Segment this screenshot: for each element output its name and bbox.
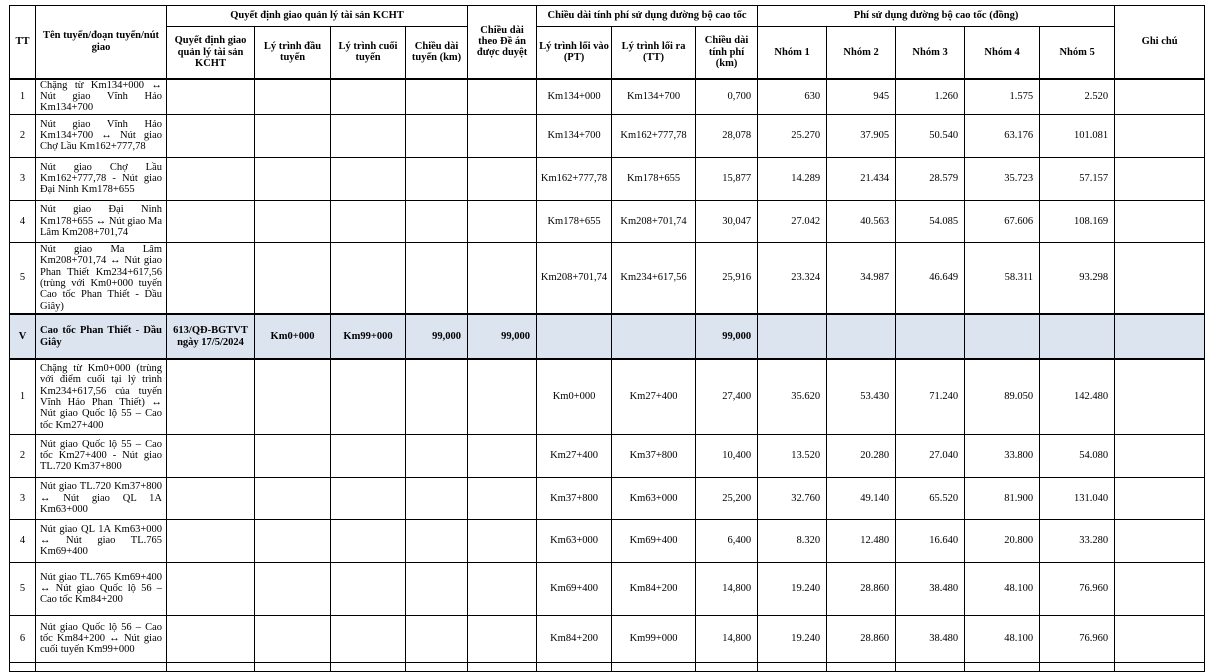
route-length-km bbox=[406, 359, 468, 434]
note-cell bbox=[1115, 615, 1205, 662]
toll-length-km: 14,800 bbox=[696, 562, 758, 615]
fee-group-2: 20.280 bbox=[827, 434, 896, 477]
table-row bbox=[10, 434, 1205, 477]
entry-chainage: Km37+800 bbox=[537, 477, 612, 519]
decision-ref bbox=[167, 200, 255, 242]
start-chainage bbox=[255, 359, 331, 434]
clipped-cell bbox=[896, 662, 965, 671]
entry-chainage: Km134+000 bbox=[537, 79, 612, 115]
col-header-group-3: Nhóm 3 bbox=[896, 27, 965, 79]
decision-ref bbox=[167, 477, 255, 519]
fee-group-5: 108.169 bbox=[1040, 200, 1115, 242]
table-row bbox=[10, 114, 1205, 157]
fee-group-4: 89.050 bbox=[965, 359, 1040, 434]
col-group-decision: Quyết định giao quản lý tài sản KCHT bbox=[167, 6, 468, 27]
clipped-cell bbox=[468, 662, 537, 671]
fee-group-5: 2.520 bbox=[1040, 79, 1115, 115]
exit-chainage: Km178+655 bbox=[612, 157, 696, 200]
route-name: Nút giao Quốc lộ 55 – Cao tốc Km27+400 - Nút giao TL.720 Km37+800 bbox=[36, 434, 167, 477]
route-name: Chặng từ Km0+000 (trùng với điểm cuối tại lý trình Km234+617,56 của tuyến Vĩnh Hảo Phan Thiết) ↔ Nút giao Quốc lộ 55 – Cao tốc Km27+400 bbox=[36, 359, 167, 434]
end-chainage bbox=[331, 114, 406, 157]
col-header-tt: TT bbox=[10, 6, 36, 79]
toll-length-km: 99,000 bbox=[696, 314, 758, 359]
fee-group-5: 101.081 bbox=[1040, 114, 1115, 157]
route-length-km bbox=[406, 157, 468, 200]
col-header-group-1: Nhóm 1 bbox=[758, 27, 827, 79]
note-cell bbox=[1115, 79, 1205, 115]
end-chainage bbox=[331, 359, 406, 434]
start-chainage bbox=[255, 242, 331, 314]
fee-group-4: 35.723 bbox=[965, 157, 1040, 200]
row-index: 4 bbox=[10, 519, 36, 562]
note-cell bbox=[1115, 200, 1205, 242]
table-row bbox=[10, 79, 1205, 115]
fee-group-4 bbox=[965, 314, 1040, 359]
note-cell bbox=[1115, 519, 1205, 562]
route-name: Cao tốc Phan Thiết - Dầu Giây bbox=[36, 314, 167, 359]
approved-length-km bbox=[468, 359, 537, 434]
start-chainage bbox=[255, 615, 331, 662]
entry-chainage: Km27+400 bbox=[537, 434, 612, 477]
col-header-group-5: Nhóm 5 bbox=[1040, 27, 1115, 79]
end-chainage bbox=[331, 519, 406, 562]
note-cell bbox=[1115, 434, 1205, 477]
table-row bbox=[10, 359, 1205, 434]
toll-length-km: 25,916 bbox=[696, 242, 758, 314]
col-header-entry: Lý trình lối vào (PT) bbox=[537, 27, 612, 79]
route-name: Nút giao QL 1A Km63+000 ↔ Nút giao TL.765 Km69+400 bbox=[36, 519, 167, 562]
row-index: 4 bbox=[10, 200, 36, 242]
end-chainage: Km99+000 bbox=[331, 314, 406, 359]
note-cell bbox=[1115, 562, 1205, 615]
fee-group-3 bbox=[896, 314, 965, 359]
fee-group-4: 81.900 bbox=[965, 477, 1040, 519]
fee-group-2: 12.480 bbox=[827, 519, 896, 562]
decision-ref bbox=[167, 519, 255, 562]
col-header-exit: Lý trình lối ra (TT) bbox=[612, 27, 696, 79]
approved-length-km bbox=[468, 434, 537, 477]
fee-group-2: 37.905 bbox=[827, 114, 896, 157]
fee-group-1 bbox=[758, 314, 827, 359]
decision-ref bbox=[167, 615, 255, 662]
col-header-end: Lý trình cuối tuyến bbox=[331, 27, 406, 79]
decision-ref bbox=[167, 242, 255, 314]
route-length-km bbox=[406, 615, 468, 662]
route-name: Nút giao Vĩnh Hảo Km134+700 ↔ Nút giao Chợ Lầu Km162+777,78 bbox=[36, 114, 167, 157]
toll-length-km: 27,400 bbox=[696, 359, 758, 434]
row-index: 2 bbox=[10, 114, 36, 157]
exit-chainage: Km208+701,74 bbox=[612, 200, 696, 242]
fee-group-3: 38.480 bbox=[896, 562, 965, 615]
fee-group-5: 54.080 bbox=[1040, 434, 1115, 477]
fee-group-3: 1.260 bbox=[896, 79, 965, 115]
decision-ref bbox=[167, 157, 255, 200]
end-chainage bbox=[331, 200, 406, 242]
table-body bbox=[10, 79, 1205, 672]
col-group-fees: Phí sử dụng đường bộ cao tốc (đồng) bbox=[758, 6, 1115, 27]
fee-group-5: 76.960 bbox=[1040, 562, 1115, 615]
fee-group-4: 33.800 bbox=[965, 434, 1040, 477]
end-chainage bbox=[331, 434, 406, 477]
fee-group-2: 945 bbox=[827, 79, 896, 115]
fee-group-2 bbox=[827, 314, 896, 359]
start-chainage bbox=[255, 434, 331, 477]
fee-group-5: 33.280 bbox=[1040, 519, 1115, 562]
fee-group-2: 53.430 bbox=[827, 359, 896, 434]
clipped-cell bbox=[10, 662, 36, 671]
fee-group-4: 48.100 bbox=[965, 562, 1040, 615]
section-row bbox=[10, 314, 1205, 359]
toll-length-km: 30,047 bbox=[696, 200, 758, 242]
row-index: 5 bbox=[10, 242, 36, 314]
fee-group-2: 49.140 bbox=[827, 477, 896, 519]
entry-chainage: Km84+200 bbox=[537, 615, 612, 662]
approved-length-km: 99,000 bbox=[468, 314, 537, 359]
note-cell bbox=[1115, 114, 1205, 157]
toll-length-km: 14,800 bbox=[696, 615, 758, 662]
col-header-length: Chiều dài tuyến (km) bbox=[406, 27, 468, 79]
note-cell bbox=[1115, 477, 1205, 519]
fee-group-2: 28.860 bbox=[827, 562, 896, 615]
entry-chainage: Km178+655 bbox=[537, 200, 612, 242]
note-cell bbox=[1115, 242, 1205, 314]
fee-group-3: 46.649 bbox=[896, 242, 965, 314]
approved-length-km bbox=[468, 242, 537, 314]
clipped-cell bbox=[255, 662, 331, 671]
fee-group-3: 54.085 bbox=[896, 200, 965, 242]
note-cell bbox=[1115, 157, 1205, 200]
table-row bbox=[10, 477, 1205, 519]
row-index: 5 bbox=[10, 562, 36, 615]
clipped-cell bbox=[36, 662, 167, 671]
entry-chainage: Km69+400 bbox=[537, 562, 612, 615]
route-length-km bbox=[406, 477, 468, 519]
clipped-cell bbox=[331, 662, 406, 671]
clipped-next-row bbox=[10, 662, 1205, 671]
clipped-cell bbox=[827, 662, 896, 671]
table-header bbox=[10, 6, 1205, 79]
row-index: 1 bbox=[10, 359, 36, 434]
route-length-km bbox=[406, 434, 468, 477]
decision-ref: 613/QĐ-BGTVT ngày 17/5/2024 bbox=[167, 314, 255, 359]
col-header-notes: Ghi chú bbox=[1115, 6, 1205, 79]
end-chainage bbox=[331, 615, 406, 662]
fee-group-2: 34.987 bbox=[827, 242, 896, 314]
approved-length-km bbox=[468, 615, 537, 662]
clipped-cell bbox=[1040, 662, 1115, 671]
col-group-toll-length: Chiều dài tính phí sử dụng đường bộ cao tốc bbox=[537, 6, 758, 27]
end-chainage bbox=[331, 242, 406, 314]
start-chainage bbox=[255, 114, 331, 157]
route-length-km bbox=[406, 519, 468, 562]
entry-chainage: Km162+777,78 bbox=[537, 157, 612, 200]
route-length-km bbox=[406, 200, 468, 242]
entry-chainage: Km0+000 bbox=[537, 359, 612, 434]
fee-group-1: 13.520 bbox=[758, 434, 827, 477]
end-chainage bbox=[331, 79, 406, 115]
start-chainage bbox=[255, 519, 331, 562]
col-header-start: Lý trình đầu tuyến bbox=[255, 27, 331, 79]
start-chainage bbox=[255, 562, 331, 615]
entry-chainage: Km134+700 bbox=[537, 114, 612, 157]
exit-chainage: Km234+617,56 bbox=[612, 242, 696, 314]
route-name: Nút giao Quốc lộ 56 – Cao tốc Km84+200 ↔ Nút giao cuối tuyến Km99+000 bbox=[36, 615, 167, 662]
fee-group-1: 19.240 bbox=[758, 615, 827, 662]
approved-length-km bbox=[468, 562, 537, 615]
entry-chainage: Km63+000 bbox=[537, 519, 612, 562]
decision-ref bbox=[167, 562, 255, 615]
exit-chainage: Km27+400 bbox=[612, 359, 696, 434]
route-name: Chặng từ Km134+000 ↔ Nút giao Vĩnh Hảo Km134+700 bbox=[36, 79, 167, 115]
exit-chainage: Km63+000 bbox=[612, 477, 696, 519]
approved-length-km bbox=[468, 200, 537, 242]
clipped-cell bbox=[696, 662, 758, 671]
row-index: 3 bbox=[10, 157, 36, 200]
table-row bbox=[10, 157, 1205, 200]
col-header-approved-length: Chiều dài theo Đề án được duyệt bbox=[468, 6, 537, 79]
fee-group-2: 28.860 bbox=[827, 615, 896, 662]
approved-length-km bbox=[468, 114, 537, 157]
fee-group-3: 50.540 bbox=[896, 114, 965, 157]
exit-chainage: Km84+200 bbox=[612, 562, 696, 615]
fee-group-3: 65.520 bbox=[896, 477, 965, 519]
end-chainage bbox=[331, 477, 406, 519]
toll-fee-table bbox=[9, 5, 1205, 672]
start-chainage bbox=[255, 157, 331, 200]
route-name: Nút giao Chợ Lầu Km162+777,78 - Nút giao Đại Ninh Km178+655 bbox=[36, 157, 167, 200]
start-chainage bbox=[255, 477, 331, 519]
col-header-group-4: Nhóm 4 bbox=[965, 27, 1040, 79]
start-chainage bbox=[255, 79, 331, 115]
table-row bbox=[10, 242, 1205, 314]
fee-group-3: 16.640 bbox=[896, 519, 965, 562]
fee-group-4: 48.100 bbox=[965, 615, 1040, 662]
fee-group-5: 131.040 bbox=[1040, 477, 1115, 519]
fee-group-1: 32.760 bbox=[758, 477, 827, 519]
fee-group-5: 76.960 bbox=[1040, 615, 1115, 662]
start-chainage bbox=[255, 200, 331, 242]
row-index: V bbox=[10, 314, 36, 359]
clipped-cell bbox=[1115, 662, 1205, 671]
approved-length-km bbox=[468, 477, 537, 519]
clipped-cell bbox=[537, 662, 612, 671]
toll-length-km: 15,877 bbox=[696, 157, 758, 200]
exit-chainage bbox=[612, 314, 696, 359]
decision-ref bbox=[167, 79, 255, 115]
col-header-route: Tên tuyến/đoạn tuyến/nút giao bbox=[36, 6, 167, 79]
fee-group-1: 27.042 bbox=[758, 200, 827, 242]
fee-group-5: 57.157 bbox=[1040, 157, 1115, 200]
note-cell bbox=[1115, 359, 1205, 434]
route-length-km bbox=[406, 79, 468, 115]
toll-length-km: 6,400 bbox=[696, 519, 758, 562]
fee-group-1: 630 bbox=[758, 79, 827, 115]
col-header-toll-length: Chiều dài tính phí (km) bbox=[696, 27, 758, 79]
table-row bbox=[10, 562, 1205, 615]
fee-group-3: 71.240 bbox=[896, 359, 965, 434]
table-row bbox=[10, 200, 1205, 242]
route-length-km bbox=[406, 242, 468, 314]
row-index: 2 bbox=[10, 434, 36, 477]
table-row bbox=[10, 615, 1205, 662]
fee-group-3: 27.040 bbox=[896, 434, 965, 477]
clipped-cell bbox=[167, 662, 255, 671]
fee-group-2: 40.563 bbox=[827, 200, 896, 242]
row-index: 1 bbox=[10, 79, 36, 115]
decision-ref bbox=[167, 359, 255, 434]
exit-chainage: Km69+400 bbox=[612, 519, 696, 562]
approved-length-km bbox=[468, 79, 537, 115]
route-length-km bbox=[406, 114, 468, 157]
fee-group-5 bbox=[1040, 314, 1115, 359]
toll-length-km: 10,400 bbox=[696, 434, 758, 477]
entry-chainage: Km208+701,74 bbox=[537, 242, 612, 314]
toll-length-km: 0,700 bbox=[696, 79, 758, 115]
fee-group-3: 28.579 bbox=[896, 157, 965, 200]
fee-group-4: 67.606 bbox=[965, 200, 1040, 242]
fee-group-2: 21.434 bbox=[827, 157, 896, 200]
row-index: 3 bbox=[10, 477, 36, 519]
start-chainage: Km0+000 bbox=[255, 314, 331, 359]
fee-group-4: 20.800 bbox=[965, 519, 1040, 562]
end-chainage bbox=[331, 562, 406, 615]
approved-length-km bbox=[468, 157, 537, 200]
route-length-km bbox=[406, 562, 468, 615]
exit-chainage: Km162+777,78 bbox=[612, 114, 696, 157]
decision-ref bbox=[167, 114, 255, 157]
fee-group-1: 35.620 bbox=[758, 359, 827, 434]
col-header-group-2: Nhóm 2 bbox=[827, 27, 896, 79]
fee-group-1: 8.320 bbox=[758, 519, 827, 562]
col-header-decision: Quyết định giao quản lý tài sản KCHT bbox=[167, 27, 255, 79]
clipped-cell bbox=[758, 662, 827, 671]
row-index: 6 bbox=[10, 615, 36, 662]
fee-group-1: 23.324 bbox=[758, 242, 827, 314]
fee-group-3: 38.480 bbox=[896, 615, 965, 662]
fee-group-5: 142.480 bbox=[1040, 359, 1115, 434]
fee-group-1: 25.270 bbox=[758, 114, 827, 157]
route-length-km: 99,000 bbox=[406, 314, 468, 359]
fee-group-1: 14.289 bbox=[758, 157, 827, 200]
end-chainage bbox=[331, 157, 406, 200]
fee-group-4: 58.311 bbox=[965, 242, 1040, 314]
note-cell bbox=[1115, 314, 1205, 359]
route-name: Nút giao Đại Ninh Km178+655 ↔ Nút giao Ma Lâm Km208+701,74 bbox=[36, 200, 167, 242]
route-name: Nút giao TL.720 Km37+800 ↔ Nút giao QL 1A Km63+000 bbox=[36, 477, 167, 519]
toll-length-km: 28,078 bbox=[696, 114, 758, 157]
exit-chainage: Km134+700 bbox=[612, 79, 696, 115]
entry-chainage bbox=[537, 314, 612, 359]
toll-length-km: 25,200 bbox=[696, 477, 758, 519]
fee-group-1: 19.240 bbox=[758, 562, 827, 615]
route-name: Nút giao TL.765 Km69+400 ↔ Nút giao Quốc lộ 56 – Cao tốc Km84+200 bbox=[36, 562, 167, 615]
exit-chainage: Km37+800 bbox=[612, 434, 696, 477]
fee-group-4: 63.176 bbox=[965, 114, 1040, 157]
route-name: Nút giao Ma Lâm Km208+701,74 ↔ Nút giao Phan Thiết Km234+617,56 (trùng với Km0+000 tuyến Cao tốc Phan Thiết - Dầu Giây) bbox=[36, 242, 167, 314]
approved-length-km bbox=[468, 519, 537, 562]
fee-group-5: 93.298 bbox=[1040, 242, 1115, 314]
clipped-cell bbox=[612, 662, 696, 671]
fee-group-4: 1.575 bbox=[965, 79, 1040, 115]
exit-chainage: Km99+000 bbox=[612, 615, 696, 662]
table-row bbox=[10, 519, 1205, 562]
clipped-cell bbox=[406, 662, 468, 671]
decision-ref bbox=[167, 434, 255, 477]
clipped-cell bbox=[965, 662, 1040, 671]
